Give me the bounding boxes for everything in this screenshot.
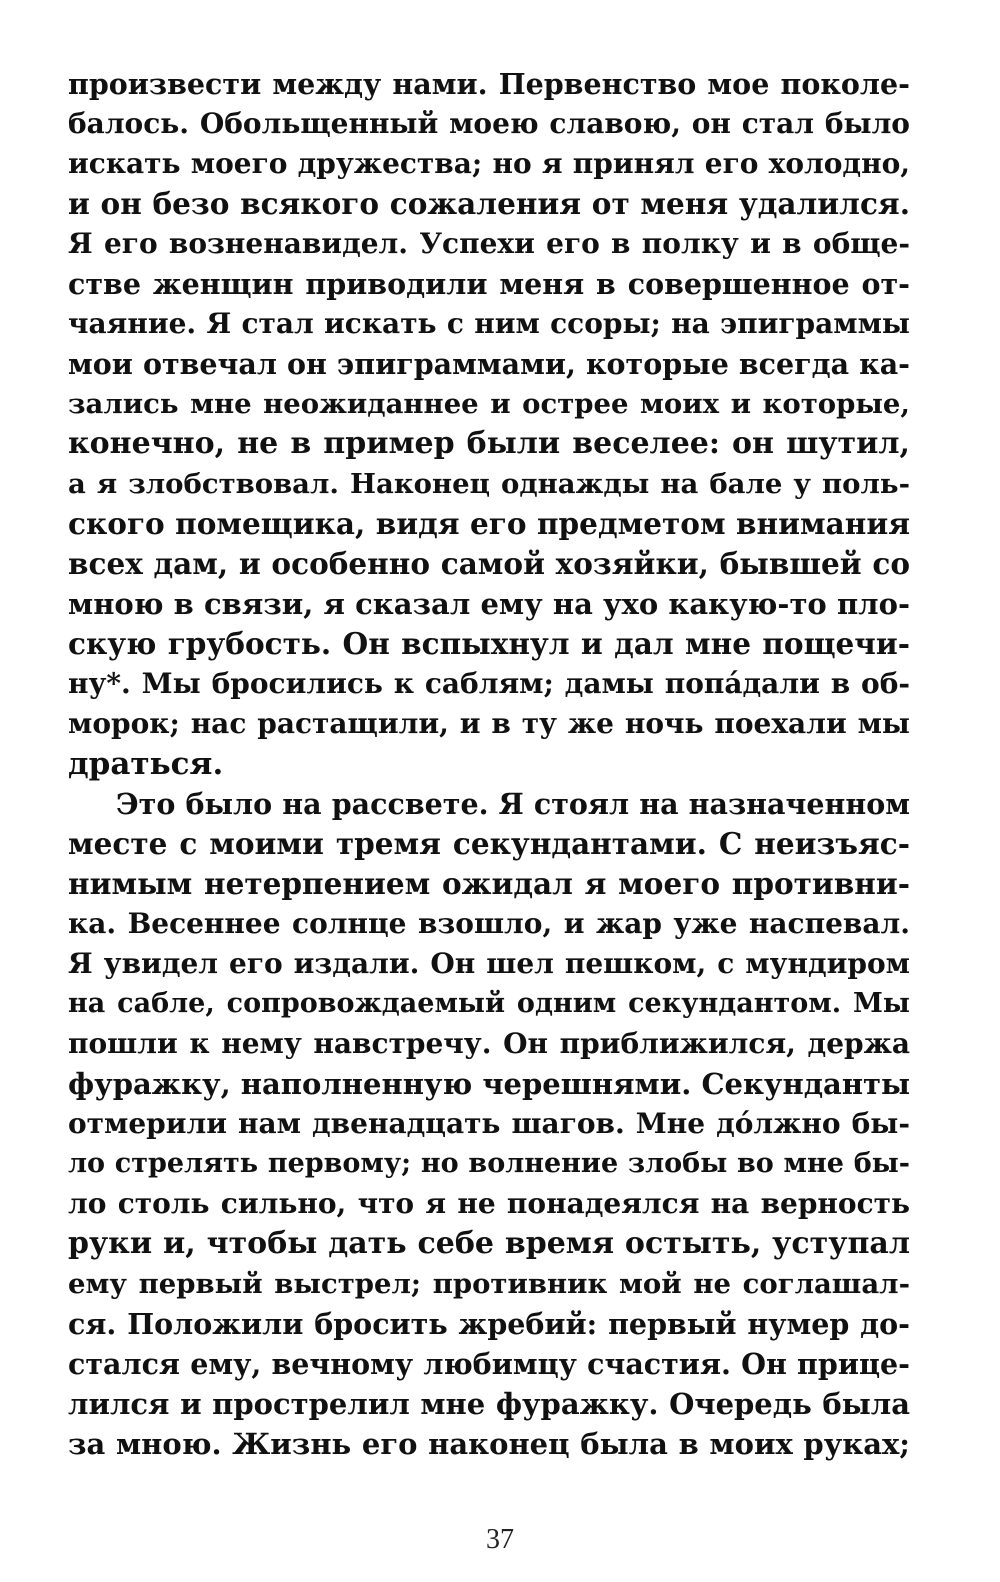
text-line: лился и прострелил мне фуражку. Очередь была — [68, 1387, 910, 1421]
text-line: ему первый выстрел; противник мой не соглашал- — [68, 1268, 910, 1300]
text-line: скую грубость. Он вспыхнул и дал мне пощечи- — [68, 626, 910, 661]
text-line: конечно, не в пример были веселее: он шутил, — [68, 426, 910, 461]
text-line: всех дам, и особенно самой хозяйки, бывшей со — [68, 546, 910, 581]
text-line: Я увидел его издали. Он шел пешком, с мундиром — [68, 947, 910, 980]
text-line: ка. Весеннее солнце взошло, и жар уже наспевал. — [68, 907, 910, 940]
paragraph-1 — [68, 64, 910, 784]
text-line: мои отвечал он эпиграммами, которые всегда ка- — [68, 347, 910, 381]
text-line: пошли к нему навстречу. Он приближился, держа — [68, 1027, 910, 1060]
text-line: ся. Положили бросить жребий: первый нумер до- — [68, 1307, 910, 1341]
text-line: стве женщин приводили меня в совершенное от- — [68, 267, 910, 301]
text-line: Это было на рассвете. Я стоял на назначенном — [116, 787, 910, 821]
text-line: руки и, чтобы дать себе время остыть, уступал — [68, 1226, 910, 1261]
text-line: драться. — [68, 746, 224, 782]
text-line: отмерили нам двенадцать шагов. Мне до́лжно бы- — [68, 1107, 910, 1140]
text-line: зались мне неожиданнее и острее моих и которые, — [68, 388, 910, 420]
text-line: на сабле, сопровождаемый одним секундантом. Мы — [68, 988, 910, 1019]
text-line: за мною. Жизнь его наконец была в моих руках; — [68, 1427, 910, 1461]
text-line: фуражку, наполненную черешнями. Секунданты — [68, 1067, 910, 1101]
text-line: ло стрелять первому; но волнение злобы во мне бы- — [68, 1148, 910, 1179]
text-line: стался ему, вечному любимцу счастия. Он прице- — [68, 1347, 910, 1381]
text-line: чаяние. Я стал искать с ним ссоры; на эпиграммы — [68, 307, 910, 340]
text-line: балось. Обольщенный моею славою, он стал было — [68, 107, 910, 140]
text-line: Я его возненавидел. Успехи его в полку и в обще- — [68, 227, 910, 260]
text-line: и он безо всякого сожаления от меня удалился. — [68, 186, 910, 221]
text-line: искать моего дружества; но я принял его холодно, — [68, 147, 910, 180]
page-text — [68, 64, 910, 1464]
page-number: 37 — [486, 1524, 514, 1555]
text-line: нимым нетерпением ожидал я моего противни- — [68, 866, 910, 901]
text-line: а я злобствовал. Наконец однажды на бале у поль- — [68, 468, 910, 500]
paragraph-2 — [68, 784, 910, 1464]
text-line: произвести между нами. Первенство мое поколе- — [68, 67, 910, 101]
text-line: ского помещика, видя его предметом внимания — [68, 506, 910, 541]
text-line: ну*. Мы бросились к саблям; дамы попа́дали в об- — [68, 667, 910, 700]
text-line: морок; нас растащили, и в ту же ночь поехали мы — [68, 707, 910, 740]
text-line: месте с моими тремя секундантами. С неизъяс- — [68, 826, 910, 861]
text-line: мною в связи, я сказал ему на ухо какую-то пло- — [68, 587, 910, 621]
text-line: ло столь сильно, что я не понадеялся на верность — [68, 1187, 910, 1220]
